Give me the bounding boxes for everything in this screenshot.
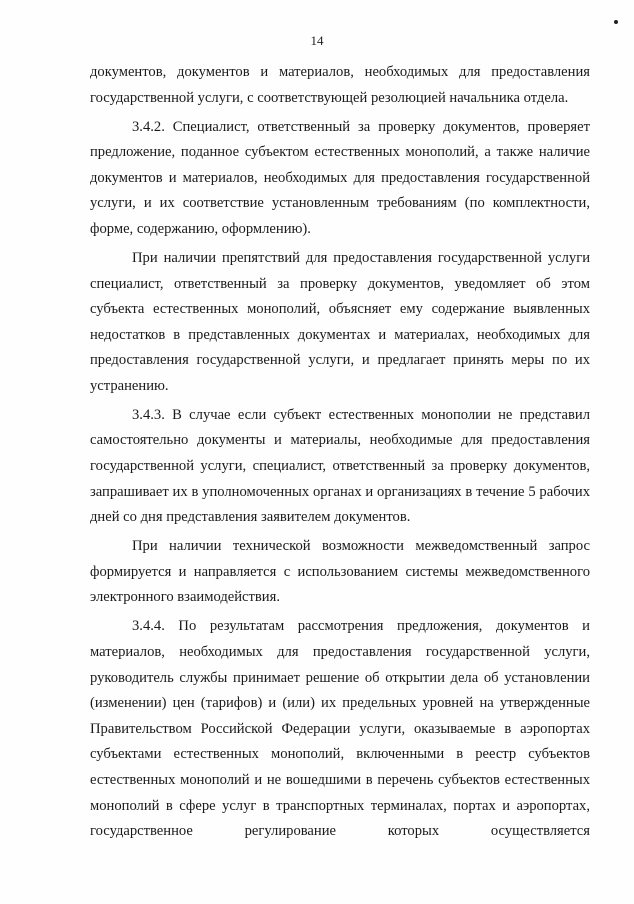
document-body	[90, 60, 590, 848]
scan-mark	[614, 20, 618, 24]
paragraph-interagency-request: При наличии технической возможности межведомственный запрос формируется и направляется с использованием системы межведомственного электронного взаимодействия.	[90, 538, 590, 606]
paragraph-3-4-2: 3.4.2. Специалист, ответственный за проверку документов, проверяет предложение, поданное субъектом естественных монополий, а также наличие документов и материалов, необходимых для предоставления государственной услуги, и их соответствие установленным требованиям (по комплектности, форме, содержанию, оформлению).	[90, 118, 590, 237]
paragraph-continuation: документов, документов и материалов, необходимых для предоставления государственной услуги, с соответствующей резолюцией начальника отдела.	[90, 64, 590, 106]
paragraph-obstacles: При наличии препятствий для предоставления государственной услуги специалист, ответственный за проверку документов, уведомляет об этом субъекта естественных монополий, объясняет ему содержание выявленных недостатков в представленных документах и материалах, необходимых для предоставления государственной услуги, и предлагает принять меры по их устранению.	[90, 249, 590, 394]
paragraph-3-4-4: 3.4.4. По результатам рассмотрения предложения, документов и материалов, необходимых для предоставления государственной услуги, руководитель службы принимает решение об открытии дела об установлении (изменении) цен (тарифов) и (или) их предельных уровней на утвержденные Правительством Российской Федерации услуги, оказываемые в аэропортах субъектами естественных монополий, включенными в реестр субъектов естественных монополий и не вошедшими в перечень субъектов естественных монополий в сфере услуг в транспортных терминалах, портах и аэропортах, государственное регулирование которых осуществляется	[90, 618, 590, 840]
page-number: 14	[310, 33, 324, 48]
paragraph-3-4-3: 3.4.3. В случае если субъект естественных монополии не представил самостоятельно документы и материалы, необходимые для предоставления государственной услуги, специалист, ответственный за проверку документов, запрашивает их в уполномоченных органах и организациях в течение 5 рабочих дней со дня представления заявителем документов.	[90, 406, 590, 526]
